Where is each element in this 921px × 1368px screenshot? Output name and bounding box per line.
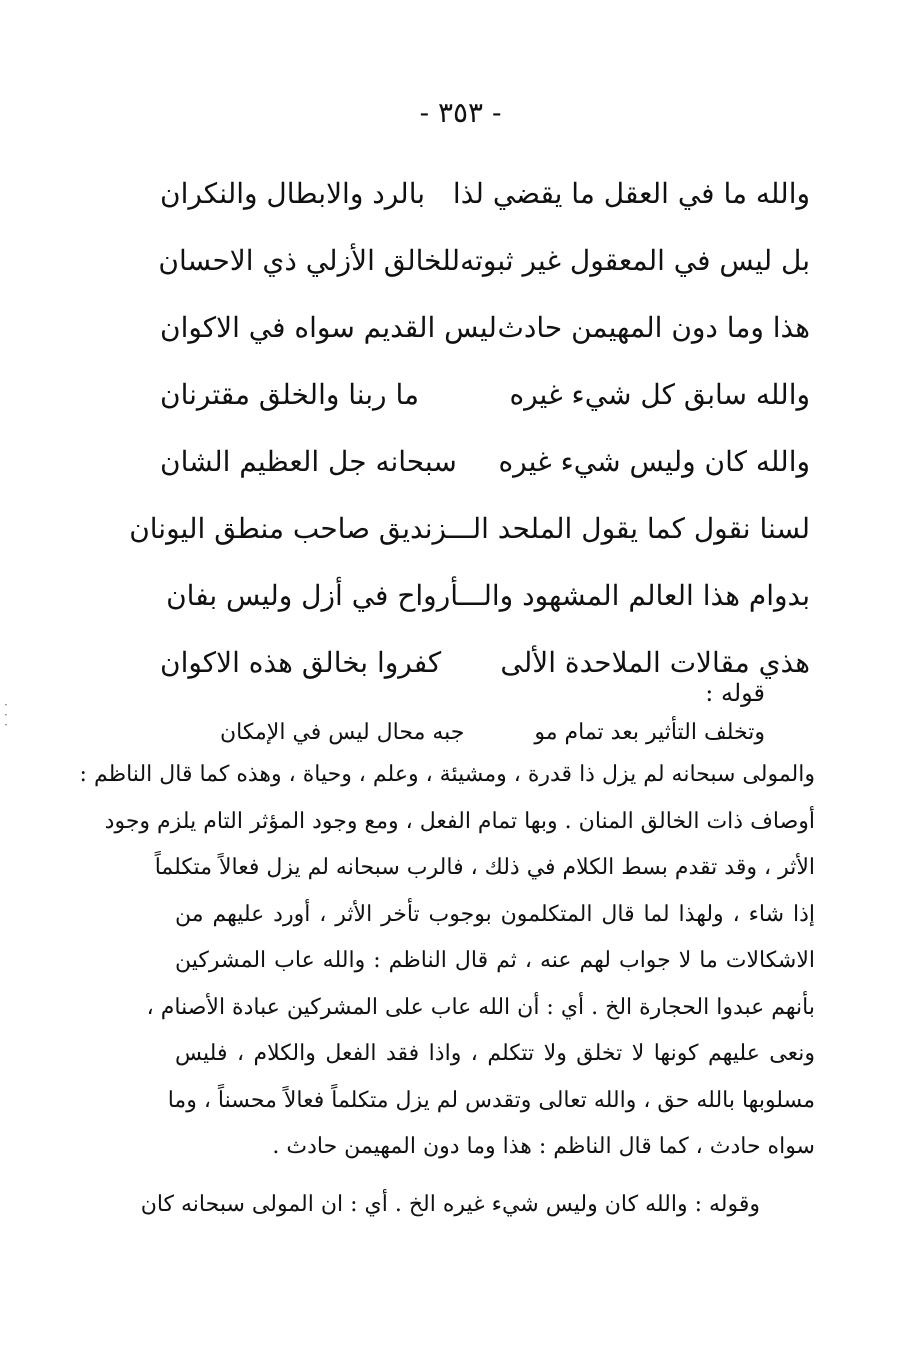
verse-second-hemistich: بالرد والابطال والنكران bbox=[160, 176, 426, 210]
verse-line bbox=[160, 227, 810, 294]
poem-verses bbox=[129, 160, 810, 696]
verse-first-hemistich: هذا وما دون المهيمن حادث bbox=[497, 310, 810, 344]
verse-full-text: بدوام هذا العالم المشهود والـــأرواح في أزل وليس بفان bbox=[166, 578, 810, 612]
verse-second-hemistich: ليس القديم سواه في الاكوان bbox=[160, 310, 497, 344]
verse-full-text: لسنا نقول كما يقول الملحد الـــزنديق صاحب منطق اليونان bbox=[129, 511, 810, 545]
commentary-line: إذا شاء ، ولهذا لما قال المتكلمون بوجوب تأخر الأثر ، أورد عليهم من bbox=[175, 901, 815, 927]
verse-second-hemistich: للخالق الأزلي ذي الاحسان bbox=[158, 243, 461, 277]
quote-label: قوله : bbox=[705, 679, 765, 707]
verse-line bbox=[160, 428, 810, 495]
quoted-verse-first: وتخلف التأثير بعد تمام مو bbox=[534, 720, 765, 745]
commentary-line: ونعى عليهم كونها لا تخلق ولا تتكلم ، واذا فقد الفعل والكلام ، فليس bbox=[175, 1041, 815, 1066]
commentary-line: بأنهم عبدوا الحجارة الخ . أي : أن الله عاب على المشركين عبادة الأصنام ، bbox=[146, 994, 815, 1020]
commentary-line: الاشكالات ما لا جواب لهم عنه ، ثم قال الناظم : والله عاب المشركين bbox=[175, 948, 815, 973]
commentary-line: مسلوبها بالله حق ، والله تعالى وتقدس لم يزل متكلماً فعالاً محسناً ، وما bbox=[167, 1087, 815, 1113]
quoted-verse-second: جبه محال ليس في الإمكان bbox=[220, 720, 465, 745]
page-number: - ٣٥٣ - bbox=[419, 96, 502, 129]
verse-second-hemistich: ما ربنا والخلق مقترنان bbox=[160, 377, 419, 411]
verse-first-hemistich: بل ليس في المعقول غير ثبوته bbox=[460, 243, 810, 277]
verse-line bbox=[160, 294, 810, 361]
verse-first-hemistich: هذي مقالات الملاحدة الألى bbox=[500, 645, 810, 679]
margin-scan-marks: · · · bbox=[4, 698, 8, 732]
verse-line-connected bbox=[160, 562, 810, 629]
verse-second-hemistich: كفروا بخالق هذه الاكوان bbox=[160, 645, 442, 679]
commentary-line: أوصاف ذات الخالق المنان . وبها تمام الفعل ، ومع وجود المؤثر التام يلزم وجود bbox=[104, 808, 815, 834]
commentary-line: سواه حادث ، كما قال الناظم : هذا وما دون المهيمن حادث . bbox=[272, 1134, 815, 1159]
verse-first-hemistich: والله سابق كل شيء غيره bbox=[509, 377, 810, 411]
verse-line bbox=[160, 160, 810, 227]
final-commentary-line: وقوله : والله كان وليس شيء غيره الخ . أي : ان المولى سبحانه كان bbox=[140, 1192, 760, 1217]
commentary-line: الأثر ، وقد تقدم بسط الكلام في ذلك ، فالرب سبحانه لم يزل فعالاً متكلماً bbox=[154, 855, 815, 880]
commentary-line: والمولى سبحانه لم يزل ذا قدرة ، ومشيئة ، وعلم ، وحياة ، وهذه كما قال الناظم : bbox=[79, 762, 815, 787]
verse-first-hemistich: والله ما في العقل ما يقضي لذا bbox=[452, 176, 810, 210]
verse-line bbox=[160, 361, 810, 428]
verse-first-hemistich: والله كان وليس شيء غيره bbox=[498, 444, 810, 478]
quoted-verse bbox=[220, 718, 765, 748]
verse-second-hemistich: سبحانه جل العظيم الشان bbox=[160, 444, 457, 478]
commentary-paragraph bbox=[79, 760, 815, 1179]
verse-line-connected bbox=[129, 495, 810, 562]
